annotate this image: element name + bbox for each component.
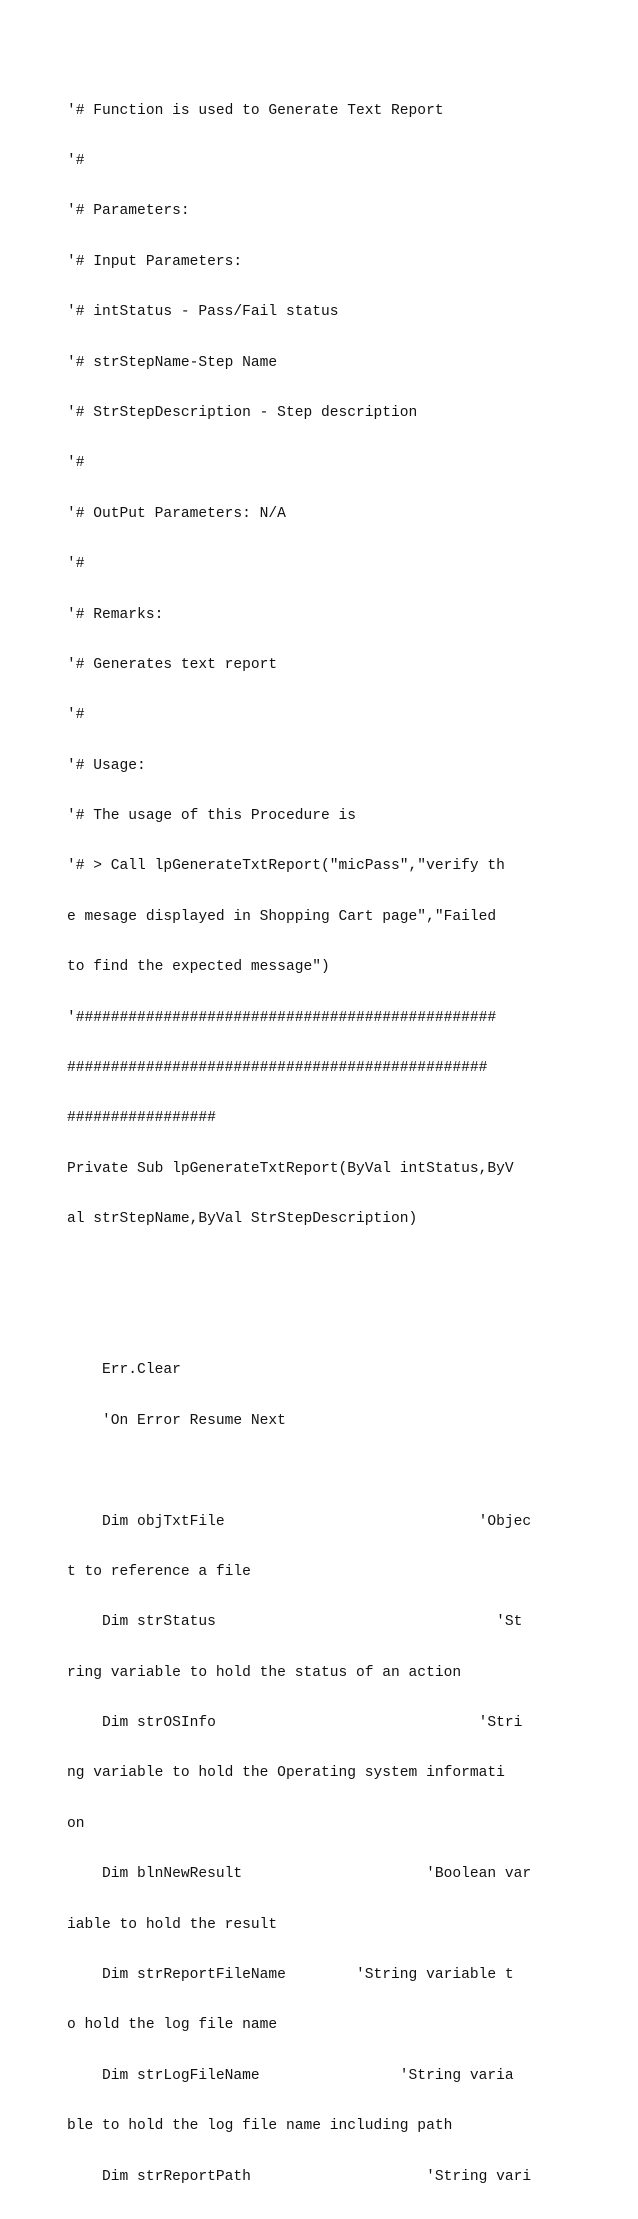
code-line: Dim objTxtFile 'Objec	[67, 1513, 532, 1530]
code-line: '# The usage of this Procedure is	[67, 808, 357, 825]
code-line: Dim blnNewResult 'Boolean var	[67, 1866, 532, 1883]
code-line	[67, 1312, 587, 1329]
code-line: #################	[67, 1110, 216, 1127]
code-line: '# strStepName-Step Name	[67, 354, 278, 371]
code-line: '# > Call lpGenerateTxtReport("micPass","verify th	[67, 858, 505, 875]
code-listing	[67, 69, 587, 2219]
code-line: ng variable to hold the Operating system informati	[67, 1765, 505, 1782]
code-line: ble to hold the log file name including path	[67, 2118, 453, 2135]
code-line: '#	[67, 556, 85, 573]
code-line: Private Sub lpGenerateTxtReport(ByVal intStatus,ByV	[67, 1160, 514, 1177]
code-line: al strStepName,ByVal StrStepDescription)	[67, 1211, 418, 1228]
code-line: Dim strReportPath 'String vari	[67, 2168, 532, 2185]
code-line: '# Generates text report	[67, 656, 278, 673]
code-line: '# Usage:	[67, 757, 146, 774]
code-line: Dim strLogFileName 'String varia	[67, 2067, 514, 2084]
code-line: to find the expected message")	[67, 959, 330, 976]
code-line: '# OutPut Parameters: N/A	[67, 505, 286, 522]
code-line: Dim strStatus 'St	[67, 1614, 523, 1631]
code-line: '# Function is used to Generate Text Report	[67, 102, 444, 119]
code-line: '# intStatus - Pass/Fail status	[67, 304, 339, 321]
code-line	[67, 1262, 587, 1279]
code-line: '################################################	[67, 1009, 497, 1026]
code-line: '# StrStepDescription - Step description	[67, 404, 418, 421]
code-line: on	[67, 1815, 85, 1832]
code-line: '# Parameters:	[67, 203, 190, 220]
code-line: '#	[67, 152, 85, 169]
code-line: Dim strOSInfo 'Stri	[67, 1715, 523, 1732]
code-line: '# Remarks:	[67, 606, 164, 623]
code-line: iable to hold the result	[67, 1916, 278, 1933]
code-line: '#	[67, 455, 85, 472]
code-line: '# Input Parameters:	[67, 253, 243, 270]
code-line: ################################################	[67, 1060, 488, 1077]
code-line	[67, 1463, 587, 1480]
code-line: Err.Clear	[67, 1362, 181, 1379]
code-line: Dim strReportFileName 'String variable t	[67, 1967, 514, 1984]
code-line: 'On Error Resume Next	[67, 1412, 286, 1429]
code-line: '#	[67, 707, 85, 724]
code-line: o hold the log file name	[67, 2017, 278, 2034]
code-line: ring variable to hold the status of an action	[67, 1664, 462, 1681]
code-line: t to reference a file	[67, 1563, 251, 1580]
code-line: e mesage displayed in Shopping Cart page","Failed	[67, 908, 497, 925]
